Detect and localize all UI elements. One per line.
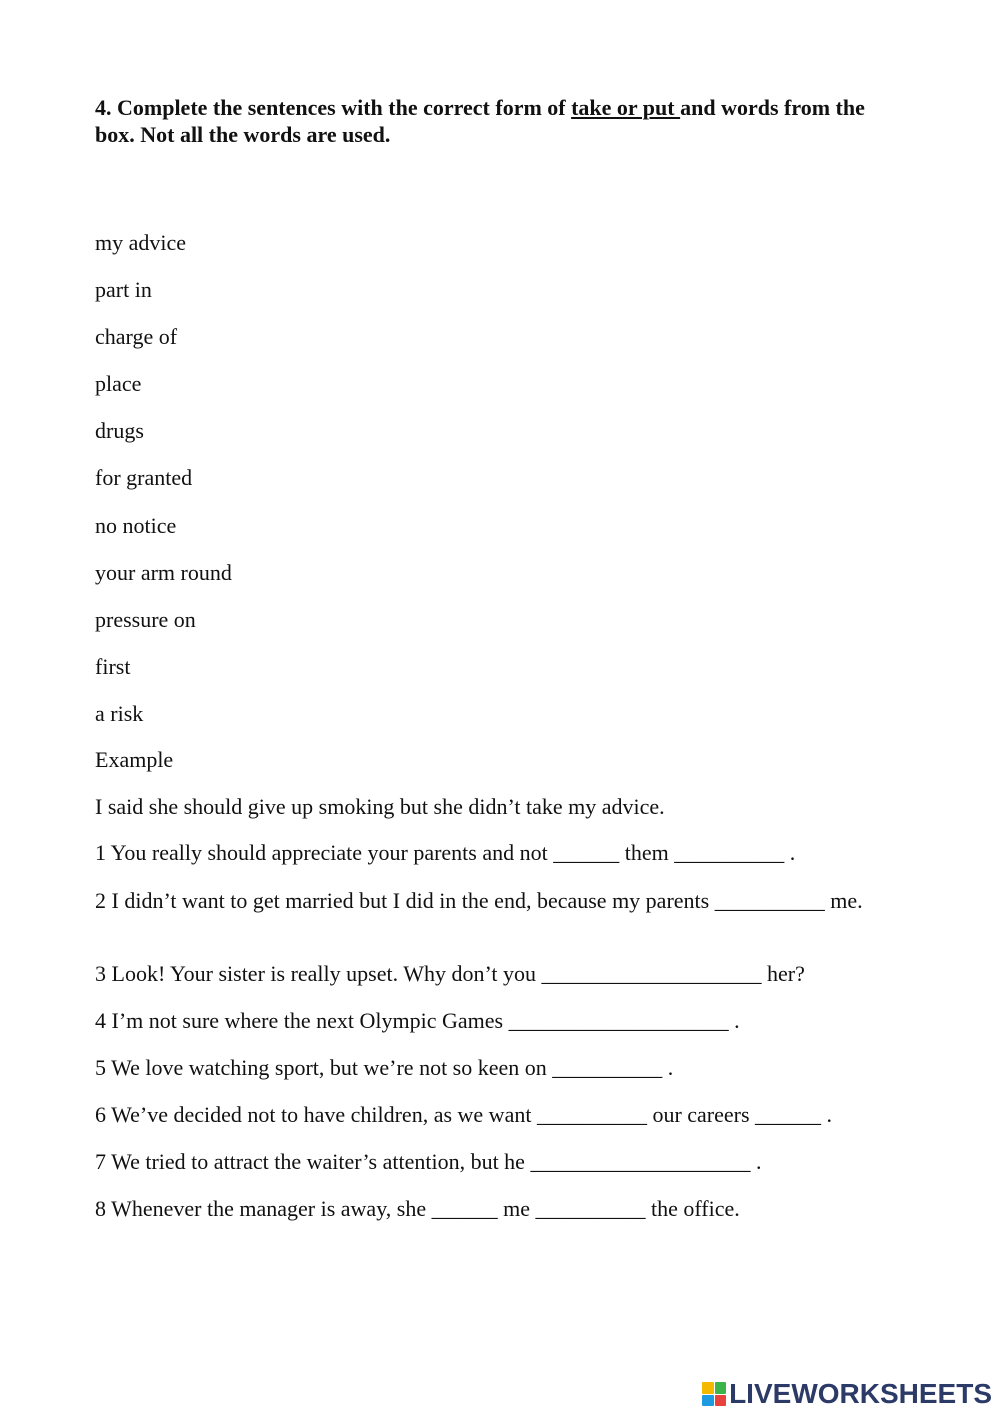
word-box-item: no notice	[95, 512, 177, 538]
question-5: 5 We love watching sport, but we’re not so keen on __________ .	[95, 1055, 674, 1080]
instruction-suffix: and words from the box. Not all the words are used.	[95, 95, 865, 147]
logo-tile-icon	[702, 1395, 714, 1407]
word-box-item: your arm round	[95, 559, 232, 585]
logo-tile-icon	[715, 1395, 727, 1407]
question-2: 2 I didn’t want to get married but I did in the end, because my parents __________ me.	[95, 888, 863, 913]
word-box-item: my advice	[95, 230, 187, 255]
liveworksheets-logo[interactable]	[702, 1378, 992, 1410]
logo-tile-icon	[702, 1382, 714, 1394]
question-4: 4 I’m not sure where the next Olympic Games ____________________ .	[95, 1008, 740, 1033]
word-box-list	[95, 229, 232, 747]
question-3: 3 Look! Your sister is really upset. Why don’t you ____________________ her?	[95, 961, 805, 986]
question-1: 1 You really should appreciate your parents and not ______ them __________ .	[95, 840, 796, 865]
exercise-instruction	[95, 94, 895, 148]
question-6: 6 We’ve decided not to have children, as we want __________ our careers ______ .	[95, 1102, 833, 1127]
question-7: 7 We tried to attract the waiter’s attention, but he ____________________ .	[95, 1149, 762, 1174]
logo-text: LIVEWORKSHEETS	[729, 1378, 992, 1409]
instruction-prefix: 4. Complete the sentences with the correct form of	[95, 95, 572, 120]
word-box-item: place	[95, 371, 142, 397]
word-box-item: charge of	[95, 324, 178, 350]
example-sentence: I said she should give up smoking but she didn’t take my advice.	[95, 794, 665, 819]
question-8: 8 Whenever the manager is away, she ______ me __________ the office.	[95, 1196, 740, 1221]
instruction-underlined: take or put	[571, 95, 681, 120]
logo-mark-icon	[702, 1382, 726, 1406]
example-label: Example	[95, 747, 174, 772]
word-box-item: a risk	[95, 700, 144, 726]
logo-tile-icon	[715, 1382, 727, 1394]
word-box-item: pressure on	[95, 606, 196, 632]
word-box-item: first	[95, 653, 131, 679]
word-box-item: drugs	[95, 418, 144, 444]
word-box-item: for granted	[95, 465, 193, 491]
word-box-item: part in	[95, 277, 152, 303]
